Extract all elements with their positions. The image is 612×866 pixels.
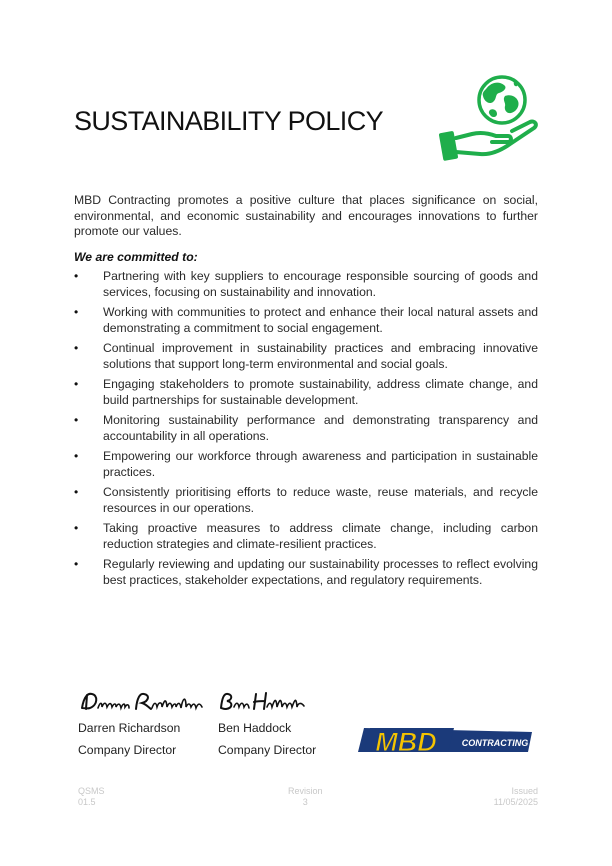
intro-paragraph: MBD Contracting promotes a positive culture that places significance on social, environmental, and economic sustainability and encourages innovations to further promote our values. bbox=[74, 193, 538, 238]
commitment-item bbox=[74, 485, 538, 516]
bullet-icon: • bbox=[74, 341, 79, 355]
footer-value: 3 bbox=[302, 797, 308, 807]
bullet-icon: • bbox=[74, 269, 79, 283]
commitment-text: Partnering with key suppliers to encourage responsible sourcing of goods and services, focusing on sustainability and innovation. bbox=[103, 269, 538, 299]
commitment-item bbox=[74, 413, 538, 444]
handwritten-signature bbox=[218, 688, 308, 716]
footer-qsms bbox=[78, 786, 105, 808]
commitments-heading: We are committed to: bbox=[74, 250, 198, 264]
brand-tagline: CONTRACTING bbox=[461, 738, 529, 748]
commitment-item bbox=[74, 269, 538, 300]
bullet-icon: • bbox=[74, 557, 79, 571]
brand-mark: MBD bbox=[375, 727, 437, 757]
commitment-text: Consistently prioritising efforts to reduce waste, reuse materials, and recycle resources in our operations. bbox=[103, 485, 538, 515]
bullet-icon: • bbox=[74, 377, 79, 391]
footer-revision bbox=[288, 786, 323, 808]
signature-block-darren bbox=[78, 688, 206, 757]
commitment-item bbox=[74, 305, 538, 336]
bullet-icon: • bbox=[74, 305, 79, 319]
bullet-icon: • bbox=[74, 485, 79, 499]
commitment-item bbox=[74, 557, 538, 588]
commitment-text: Continual improvement in sustainability practices and embracing innovative solutions that support long-term environmental and social goals. bbox=[103, 341, 538, 371]
footer-label: Revision bbox=[288, 786, 323, 796]
signatory-name: Darren Richardson bbox=[78, 721, 181, 735]
signatory-name: Ben Haddock bbox=[218, 721, 292, 735]
mbd-contracting-logo bbox=[356, 722, 540, 762]
footer-issued bbox=[480, 786, 538, 808]
commitments-list bbox=[74, 269, 538, 593]
footer-value: 11/05/2025 bbox=[493, 797, 538, 807]
footer-label: QSMS bbox=[78, 786, 105, 796]
page-title: SUSTAINABILITY POLICY bbox=[74, 106, 384, 136]
commitment-text: Regularly reviewing and updating our sustainability processes to reflect evolving best practices, stakeholder expectations, and regulatory requirements. bbox=[103, 557, 538, 587]
commitment-item bbox=[74, 521, 538, 552]
handwritten-signature bbox=[78, 688, 206, 716]
signatory-role: Company Director bbox=[218, 743, 317, 757]
commitment-text: Monitoring sustainability performance and demonstrating transparency and accountability in all operations. bbox=[103, 413, 538, 443]
bullet-icon: • bbox=[74, 449, 79, 463]
commitment-text: Taking proactive measures to address climate change, including carbon reduction strategies and climate-resilient practices. bbox=[103, 521, 538, 551]
signature-block-ben bbox=[218, 688, 316, 757]
signatory-role: Company Director bbox=[78, 743, 177, 757]
commitment-item bbox=[74, 449, 538, 480]
bullet-icon: • bbox=[74, 521, 79, 535]
commitment-text: Engaging stakeholders to promote sustainability, address climate change, and build partnerships for sustainable development. bbox=[103, 377, 538, 407]
commitment-item bbox=[74, 377, 538, 408]
commitment-text: Working with communities to protect and enhance their local natural assets and demonstrating a commitment to social engagement. bbox=[103, 305, 538, 335]
globe-in-hand-icon bbox=[438, 72, 542, 170]
commitment-text: Empowering our workforce through awareness and participation in sustainable practices. bbox=[103, 449, 538, 479]
footer-label: Issued bbox=[511, 786, 538, 796]
footer-value: 01.5 bbox=[78, 797, 96, 807]
bullet-icon: • bbox=[74, 413, 79, 427]
commitment-item bbox=[74, 341, 538, 372]
